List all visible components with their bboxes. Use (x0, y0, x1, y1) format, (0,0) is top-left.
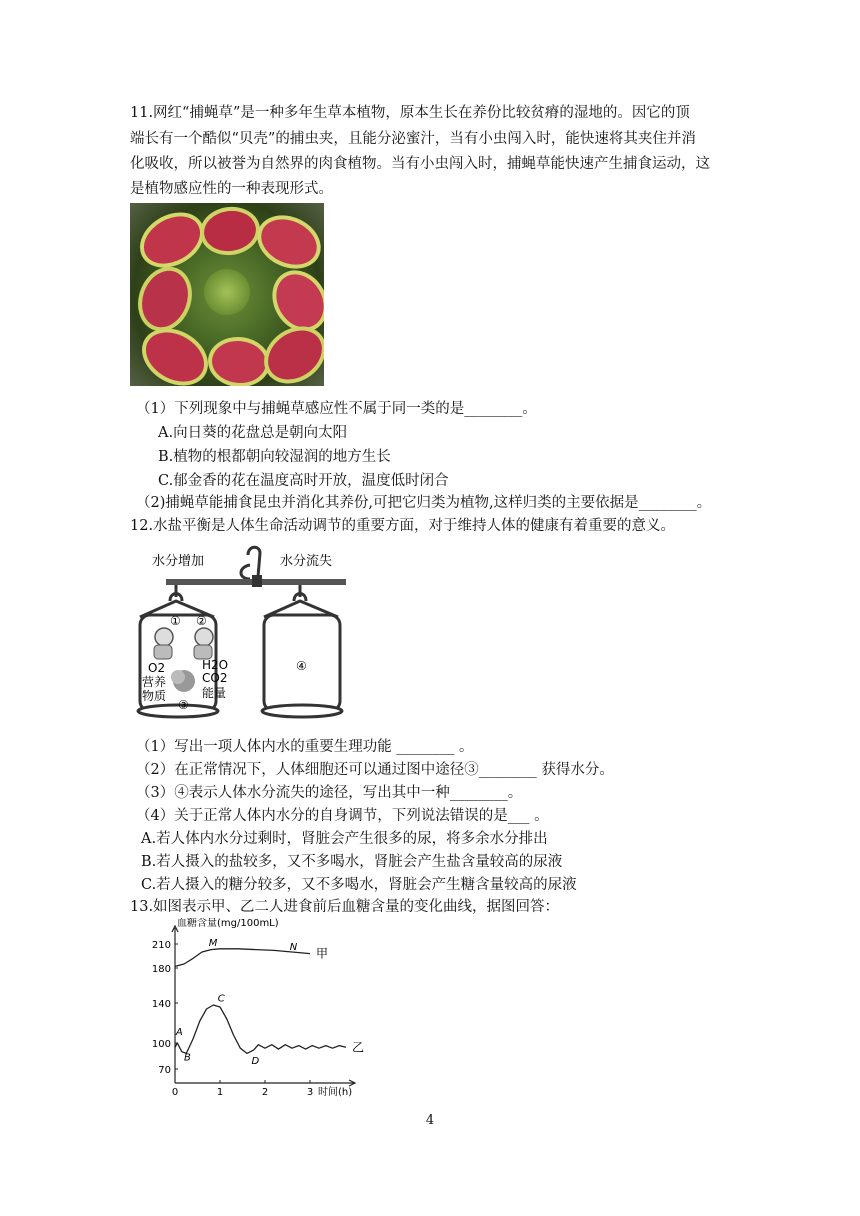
x-tick-label: 0 (171, 1087, 179, 1098)
page-number: 4 (425, 1113, 435, 1128)
fig-circle-3: ③ (178, 698, 189, 712)
x-axis-label: 时间(h) (318, 1087, 353, 1098)
venus-flytrap-photo (130, 203, 324, 386)
point-label: A (175, 1027, 183, 1038)
fig-label-water-increase: 水分增加 (152, 554, 205, 569)
y-tick-label: 210 (151, 940, 171, 951)
q11-line-1: 11.网红“捕蝇草”是一种多年生草本植物，原本生长在养份比较贫瘠的湿地的。因它的顶 (130, 105, 690, 121)
fig-energy: 能量 (202, 686, 227, 700)
point-label: B (184, 1052, 191, 1064)
fig-nutrient-1: 营养 (142, 675, 167, 689)
y-tick-label: 100 (151, 1039, 171, 1050)
q12-sub3: （3）④表示人体水分流失的途径，写出其中一种________。 (136, 785, 523, 801)
q12-intro: 12.水盐平衡是人体生命活动调节的重要方面，对于维持人体的健康有着重要的意义。 (130, 518, 676, 534)
y-tick-label: 70 (158, 1065, 171, 1076)
y-tick-label: 140 (151, 999, 171, 1010)
fig-h2o: H2O (202, 658, 229, 672)
q11-line-2: 端长有一个酷似“贝壳”的捕虫夹，且能分泌蜜汁，当有小虫闯入时，能快速将其夹住并消 (130, 131, 696, 147)
fig-co2: CO2 (202, 671, 228, 685)
fig-circle-2: ② (196, 614, 207, 628)
blood-glucose-chart (150, 918, 380, 1098)
q12-option-a: A.若人体内水分过剩时，肾脏会产生很多的尿，将多余水分排出 (141, 831, 548, 847)
water-balance-scale-figure (130, 545, 380, 720)
point-label: C (217, 993, 225, 1005)
series-label-1: 乙 (352, 1040, 365, 1055)
x-tick-label: 3 (306, 1087, 314, 1098)
q13-intro: 13.如图表示甲、乙二人进食前后血糖含量的变化曲线，据图回答： (130, 899, 560, 915)
y-tick-label: 180 (151, 964, 171, 975)
fig-circle-4: ④ (296, 659, 307, 673)
series-line-1 (175, 1005, 346, 1053)
q11-line-3: 化吸收，所以被誉为自然界的肉食植物。当有小虫闯入时，捕蝇草能快速产生捕食运动，这 (130, 156, 710, 172)
q11-line-4: 是植物感应性的一种表现形式。 (130, 181, 333, 197)
y-axis-label: 血糖含量(mg/100mL) (177, 918, 279, 929)
q11-option-c: C.郁金香的花在温度高时开放，温度低时闭合 (158, 473, 449, 489)
fig-label-water-loss: 水分流失 (280, 554, 333, 569)
fig-circle-1: ① (170, 614, 181, 628)
x-tick-label: 1 (216, 1087, 224, 1098)
q12-option-b: B.若人摄入的盐较多，又不多喝水，肾脏会产生盐含量较高的尿液 (141, 854, 563, 870)
point-label: N (289, 942, 298, 953)
q11-option-b: B.植物的根都朝向较湿润的地方生长 (158, 449, 391, 465)
q12-sub1: （1）写出一项人体内水的重要生理功能 ________ 。 (136, 739, 474, 755)
x-tick-label: 2 (261, 1087, 269, 1098)
q11-option-a: A.向日葵的花盘总是朝向太阳 (158, 425, 348, 441)
fig-o2: O2 (148, 661, 166, 675)
q11-sub1: （1）下列现象中与捕蝇草感应性不属于同一类的是________。 (136, 401, 537, 417)
q12-sub4: （4）关于正常人体内水分的自身调节，下列说法错误的是___ 。 (136, 808, 549, 824)
q12-sub2: （2）在正常情况下，人体细胞还可以通过图中途径③________ 获得水分。 (136, 762, 614, 778)
q12-option-c: C.若人摄入的糖分较多，又不多喝水，肾脏会产生糖含量较高的尿液 (141, 877, 577, 893)
point-label: D (251, 1056, 260, 1068)
point-label: M (208, 938, 218, 949)
series-label-0: 甲 (316, 946, 329, 961)
fig-nutrient-2: 物质 (142, 689, 167, 703)
q11-sub2: （2)捕蝇草能捕食昆虫并消化其养份,可把它归类为植物,这样归类的主要依据是________。 (136, 495, 712, 511)
